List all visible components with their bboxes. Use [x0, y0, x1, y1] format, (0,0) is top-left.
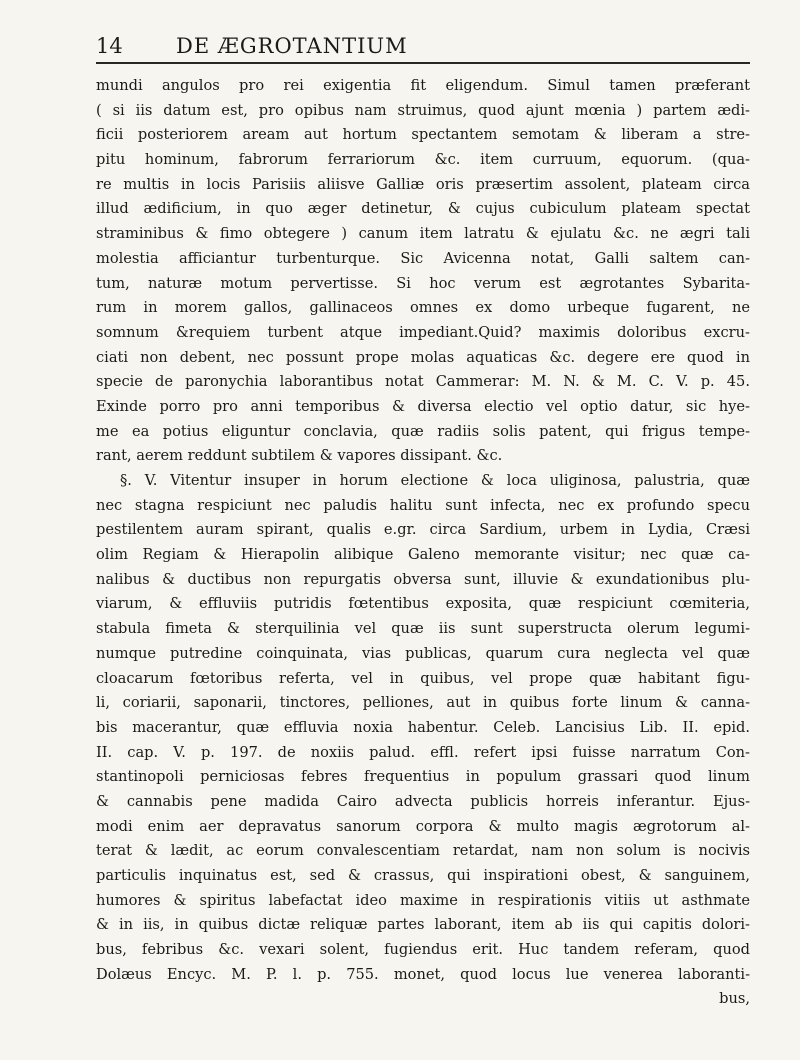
text-line: pitu hominum, fabrorum ferrariorum &c. item curruum, equorum. (qua- [96, 151, 750, 169]
text-line: somnum &requiem turbent atque impediant.Quid? maximis doloribus excru- [96, 323, 750, 341]
text-line: ficii posteriorem aream aut hortum spectantem semotam & liberam a stre- [96, 126, 750, 144]
text-line: bus, febribus &c. vexari solent, fugiendus erit. Huc tandem referam, quod [96, 941, 750, 959]
text-line: molestia afficiantur turbenturque. Sic Avicenna notat, Galli saltem can- [96, 249, 750, 267]
text-line: numque putredine coinquinata, vias publicas, quarum cura neglecta vel quæ [96, 644, 750, 662]
header-rule [96, 62, 750, 64]
text-line: nec stagna respiciunt nec paludis halitu sunt infecta, nec ex profundo specu [96, 496, 750, 514]
text-line: §. V. Vitentur insuper in horum electione & loca uliginosa, palustria, quæ [120, 472, 750, 489]
text-line: stantinopoli perniciosas febres frequentius in populum grassari quod linum [96, 768, 750, 786]
running-head [96, 34, 750, 58]
text-line: II. cap. V. p. 197. de noxiis palud. effl. refert ipsi fuisse narratum Con- [96, 743, 750, 761]
text-line: particulis inquinatus est, sed & crassus, qui inspirationi obest, & sanguinem, [96, 867, 750, 884]
text-line: Exinde porro pro anni temporibus & diversa electio vel optio datur, sic hye- [96, 397, 750, 415]
text-line: viarum, & effluviis putridis fœtentibus exposita, quæ respiciunt cœmiteria, [96, 595, 750, 613]
text-line: mundi angulos pro rei exigentia fit eligendum. Simul tamen præferant [96, 77, 750, 94]
text-line: bis macerantur, quæ effluvia noxia habentur. Celeb. Lancisius Lib. II. epid. [96, 718, 750, 736]
text-line: li, coriarii, saponarii, tinctores, pelliones, aut in quibus forte linum & canna- [96, 694, 750, 712]
text-line: rum in morem gallos, gallinaceos omnes ex domo urbeque fugarent, ne [96, 299, 750, 317]
text-line: modi enim aer depravatus sanorum corpora & multo magis ægrotorum al- [96, 817, 750, 835]
page-number: 14 [96, 34, 123, 58]
text-line: & cannabis pene madida Cairo advecta publicis horreis inferantur. Ejus- [96, 792, 750, 810]
text-line: specie de paronychia laborantibus notat Cammerar: M. N. & M. C. V. p. 45. [96, 373, 750, 391]
text-line: rant, aerem reddunt subtilem & vapores dissipant. &c. [96, 447, 503, 465]
text-line: ciati non debent, nec possunt prope molas aquaticas &c. degere ere quod in [96, 348, 750, 366]
text-line: pestilentem auram spirant, qualis e.gr. circa Sardium, urbem in Lydia, Cræsi [96, 521, 750, 539]
text-line: ( si iis datum est, pro opibus nam struimus, quod ajunt mœnia ) partem ædi- [96, 101, 750, 119]
text-line: Dolæus Encyc. M. P. l. p. 755. monet, quod locus lue venerea laboranti- [96, 965, 750, 983]
text-line: me ea potius eliguntur conclavia, quæ radiis solis patent, qui frigus tempe- [96, 422, 750, 440]
text-line: straminibus & fimo obtegere ) canum item latratu & ejulatu &c. ne ægri tali [96, 225, 750, 243]
text-line: olim Regiam & Hierapolin alibique Galeno memorante visitur; nec quæ ca- [96, 546, 750, 564]
text-line: re multis in locis Parisiis aliisve Galliæ oris præsertim assolent, plateam circa [96, 175, 750, 193]
text-line: stabula fimeta & sterquilinia vel quæ iis sunt superstructa olerum legumi- [96, 620, 750, 638]
text-line: terat & lædit, ac eorum convalescentiam retardat, nam non solum is nocivis [96, 842, 750, 860]
text-line: nalibus & ductibus non repurgatis obversa sunt, illuvie & exundationibus plu- [96, 570, 750, 588]
text-line: & in iis, in quibus dictæ reliquæ partes laborant, item ab iis qui capitis dolori- [96, 916, 750, 934]
running-title: DE ÆGROTANTIUM [176, 34, 408, 58]
text-line: bus, [719, 990, 750, 1008]
body-text [96, 74, 750, 1012]
text-line: cloacarum fœtoribus referta, vel in quibus, vel prope quæ habitant figu- [96, 669, 750, 687]
text-line: humores & spiritus labefactat ideo maxime in respirationis vitiis ut asthmate [96, 891, 750, 909]
text-line: illud ædificium, in quo æger detinetur, & cujus cubiculum plateam spectat [96, 200, 750, 218]
text-line: tum, naturæ motum pervertisse. Si hoc verum est ægrotantes Sybarita- [96, 274, 750, 292]
